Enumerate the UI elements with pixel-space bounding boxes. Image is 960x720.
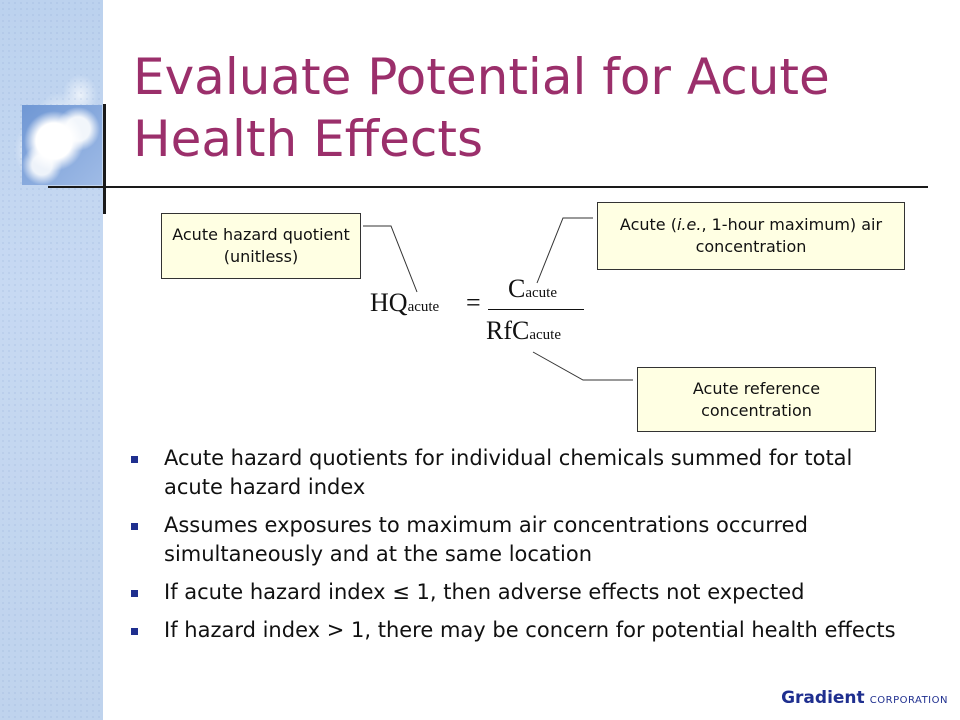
bullet-item: If acute hazard index ≤ 1, then adverse effects not expected (128, 578, 908, 607)
footer-brand: Gradient (781, 688, 865, 708)
callout-reference-concentration-text: Acute reference concentration (692, 378, 821, 420)
vertical-divider (103, 104, 106, 214)
formula-numerator: Cacute (508, 274, 557, 303)
leader-line-reference-concentration (533, 352, 633, 380)
bullet-square-icon (131, 628, 138, 635)
slide-title: Evaluate Potential for Acute Health Effects (133, 48, 830, 168)
bullet-list (128, 444, 908, 654)
callout-hazard-quotient-text: Acute hazard quotient (unitless) (172, 225, 350, 266)
callout-air-concentration-text: Acute (i.e., 1-hour maximum) air concentration (619, 215, 883, 256)
cloud-image (22, 105, 102, 185)
leader-line-hazard-quotient (363, 226, 417, 292)
bullet-item: If hazard index > 1, there may be concern for potential health effects (128, 616, 908, 645)
horizontal-divider (48, 186, 928, 188)
footer-corporation: CORPORATION (869, 695, 948, 706)
bullet-item: Acute hazard quotients for individual chemicals summed for total acute hazard index (128, 444, 908, 502)
formula-lhs: HQacute (370, 288, 440, 317)
formula-equals: = (466, 288, 481, 317)
formula-fraction-bar (488, 309, 584, 310)
formula-denominator: RfCacute (486, 316, 561, 345)
bullet-square-icon (131, 523, 138, 530)
bullet-square-icon (131, 590, 138, 597)
bullet-square-icon (131, 456, 138, 463)
footer-logo (781, 688, 948, 708)
bullet-item: Assumes exposures to maximum air concentrations occurred simultaneously and at the same location (128, 511, 908, 569)
